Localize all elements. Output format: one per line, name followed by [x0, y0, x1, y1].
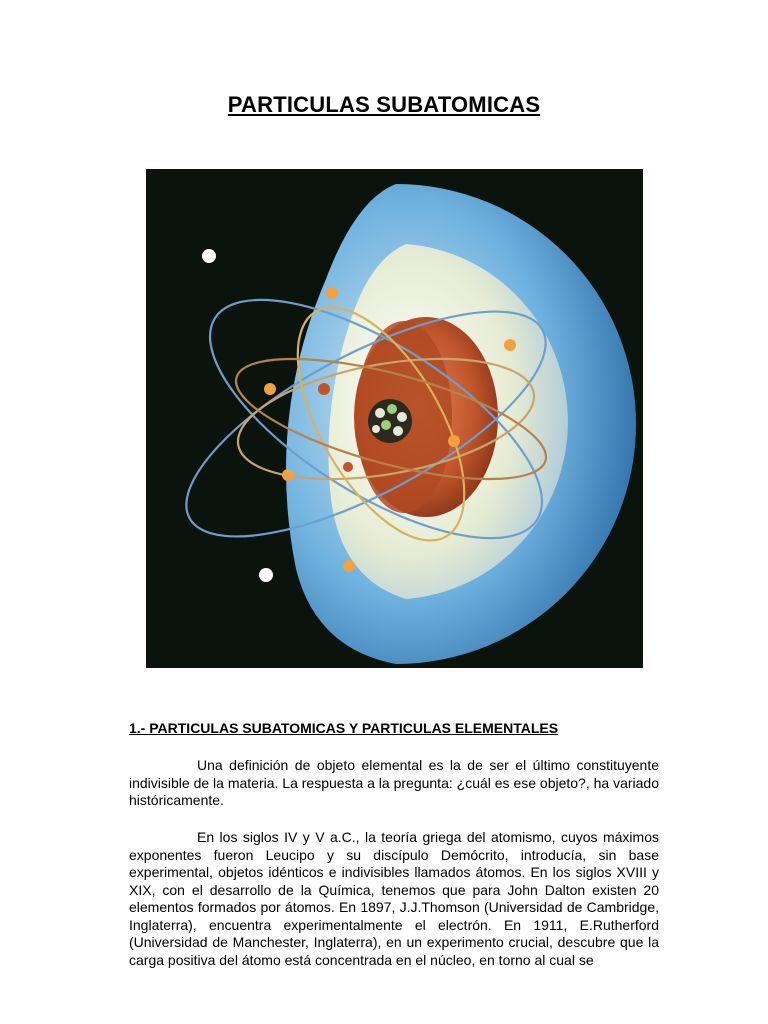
electron: [318, 383, 330, 395]
electron: [343, 560, 355, 572]
section-heading: 1.- PARTICULAS SUBATOMICAS Y PARTICULAS ELEMENTALES: [129, 720, 559, 736]
electron: [264, 383, 276, 395]
electron: [504, 339, 516, 351]
nucleus: [368, 399, 412, 443]
electron: [343, 462, 353, 472]
electron: [259, 568, 273, 582]
electron: [282, 469, 294, 481]
atom-illustration: [146, 169, 643, 668]
electron: [448, 435, 460, 447]
page-title: PARTICULAS SUBATOMICAS: [227, 92, 541, 117]
electron: [326, 287, 338, 299]
electron: [202, 249, 216, 263]
paragraph: Una definición de objeto elemental es la de ser el último constituyente indivisible de la materia. La respuesta a la pregunta: ¿cuál es ese objeto?, ha variado históricamente.: [129, 757, 659, 808]
paragraph: En los siglos IV y V a.C., la teoría griega del atomismo, cuyos máximos exponentes fueron Leucipo y su discípulo Demócrito, introducía, sin base experimental, objetos idénticos e indivisibles llamados átomos. En los siglos XVIII y XIX, con el desarrollo de la Química, tenemos que para John Dalton existen 20 elementos formados por átomos. En 1897, J.J.Thomson (Universidad de Cambridge, Inglaterra), encuentra experimentalmente el electrón. En 1911, E.Rutherford (Universidad de Manchester, Inglaterra), en un experimento crucial, descubre que la carga positiva del átomo está concentrada en el núcleo, en torno al cual se: [129, 829, 659, 968]
